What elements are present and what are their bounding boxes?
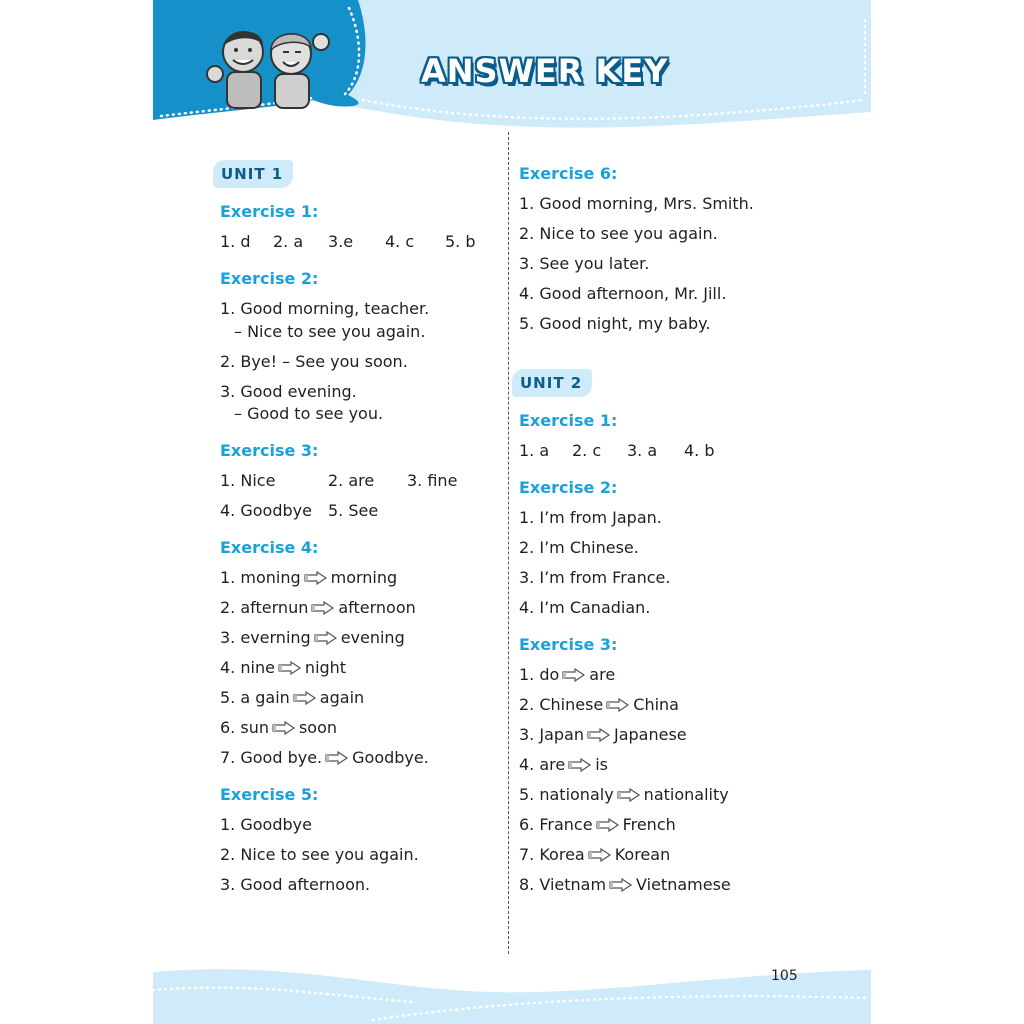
arrow-right-icon — [293, 691, 317, 705]
answer-line: 4. Good afternoon, Mr. Jill. — [519, 284, 727, 303]
answer-line: 2. Bye! – See you soon. — [220, 352, 408, 371]
column-divider — [508, 132, 509, 954]
correct-word: French — [622, 815, 676, 834]
correction-row — [220, 628, 405, 647]
answer-line: 3. Good evening. — [220, 382, 357, 401]
answer-key-page — [153, 0, 871, 1024]
correct-word: Goodbye. — [352, 748, 429, 767]
answer: 3. fine — [407, 471, 458, 490]
correction-row — [220, 598, 416, 617]
correct-word: again — [319, 688, 365, 707]
arrow-right-icon — [304, 571, 328, 585]
answer-line: – Good to see you. — [234, 404, 384, 423]
page-number: 105 — [771, 968, 798, 984]
answer: 4. c — [385, 232, 415, 251]
correct-word: soon — [298, 718, 338, 737]
u1-ex4-title: Exercise 4: — [220, 538, 319, 557]
wrong-word: 7. Korea — [519, 845, 585, 864]
answer-line: 3. I’m from France. — [519, 568, 671, 587]
wrong-word: 2. Chinese — [519, 695, 604, 714]
answer: 2. c — [572, 441, 602, 460]
wrong-word: 6. France — [519, 815, 593, 834]
correction-row — [220, 568, 397, 587]
page-title: ANSWER KEY — [421, 52, 669, 90]
answer: 1. Nice — [220, 471, 276, 490]
wrong-word: 7. Good bye. — [220, 748, 323, 767]
correction-row — [220, 658, 346, 677]
answer: 2. are — [328, 471, 375, 490]
u1-ex3-title: Exercise 3: — [220, 441, 319, 460]
arrow-right-icon — [562, 668, 586, 682]
arrow-right-icon — [609, 878, 633, 892]
correct-word: China — [633, 695, 679, 714]
correction-row — [220, 688, 364, 707]
correction-row — [519, 875, 731, 894]
correct-word: Korean — [614, 845, 671, 864]
arrow-right-icon — [588, 848, 612, 862]
kids-illustration-icon — [205, 22, 335, 110]
correct-word: nationality — [643, 785, 729, 804]
correct-word: Japanese — [613, 725, 687, 744]
correction-row — [220, 718, 337, 737]
answer-line: 3. See you later. — [519, 254, 650, 273]
wrong-word: 3. everning — [220, 628, 311, 647]
unit-2-badge: UNIT 2 — [512, 369, 592, 397]
wrong-word: 4. nine — [220, 658, 275, 677]
correction-row — [519, 845, 670, 864]
answer: 3. a — [627, 441, 658, 460]
wrong-word: 1. do — [519, 665, 560, 684]
wrong-word: 1. moning — [220, 568, 301, 587]
unit-1-badge: UNIT 1 — [213, 160, 293, 188]
arrow-right-icon — [325, 751, 349, 765]
answer-line: 5. Good night, my baby. — [519, 314, 711, 333]
correction-row — [220, 748, 429, 767]
u1-ex1-title: Exercise 1: — [220, 202, 319, 221]
u1-ex2-title: Exercise 2: — [220, 269, 319, 288]
arrow-right-icon — [272, 721, 296, 735]
correct-word: afternoon — [338, 598, 416, 617]
arrow-right-icon — [606, 698, 630, 712]
arrow-right-icon — [314, 631, 338, 645]
arrow-right-icon — [311, 601, 335, 615]
arrow-right-icon — [278, 661, 302, 675]
u1-ex6-title: Exercise 6: — [519, 164, 618, 183]
answer: 1. d — [220, 232, 251, 251]
correction-row — [519, 815, 676, 834]
answer: 3.e — [328, 232, 354, 251]
correct-word: morning — [330, 568, 398, 587]
wrong-word: 5. nationaly — [519, 785, 614, 804]
footer-wave — [153, 962, 871, 1024]
correction-row — [519, 755, 608, 774]
u1-ex5-title: Exercise 5: — [220, 785, 319, 804]
wrong-word: 5. a gain — [220, 688, 290, 707]
wrong-word: 2. afternun — [220, 598, 309, 617]
wrong-word: 6. sun — [220, 718, 269, 737]
correct-word: night — [304, 658, 347, 677]
correct-word: Vietnamese — [636, 875, 731, 894]
answer: 5. b — [445, 232, 476, 251]
answer-line: 1. Goodbye — [220, 815, 312, 834]
answer-line: 2. I’m Chinese. — [519, 538, 639, 557]
u2-ex1-title: Exercise 1: — [519, 411, 618, 430]
arrow-right-icon — [596, 818, 620, 832]
answer: 1. a — [519, 441, 550, 460]
answer: 4. Goodbye — [220, 501, 312, 520]
answer-line: 2. Nice to see you again. — [519, 224, 718, 243]
correction-row — [519, 695, 679, 714]
correct-word: is — [595, 755, 609, 774]
wrong-word: 8. Vietnam — [519, 875, 607, 894]
answer-line: 3. Good afternoon. — [220, 875, 371, 894]
answer-line: – Nice to see you again. — [234, 322, 426, 341]
wrong-word: 3. Japan — [519, 725, 584, 744]
u2-ex3-title: Exercise 3: — [519, 635, 618, 654]
answer: 2. a — [273, 232, 304, 251]
answer: 5. See — [328, 501, 379, 520]
correction-row — [519, 665, 615, 684]
answer-line: 2. Nice to see you again. — [220, 845, 419, 864]
answer-line: 1. Good morning, teacher. — [220, 299, 430, 318]
correct-word: evening — [340, 628, 405, 647]
correct-word: are — [589, 665, 616, 684]
answer-line: 1. Good morning, Mrs. Smith. — [519, 194, 754, 213]
answer-line: 4. I’m Canadian. — [519, 598, 651, 617]
u2-ex2-title: Exercise 2: — [519, 478, 618, 497]
arrow-right-icon — [568, 758, 592, 772]
wrong-word: 4. are — [519, 755, 566, 774]
answer-line: 1. I’m from Japan. — [519, 508, 662, 527]
arrow-right-icon — [587, 728, 611, 742]
arrow-right-icon — [617, 788, 641, 802]
correction-row — [519, 785, 729, 804]
answer: 4. b — [684, 441, 715, 460]
correction-row — [519, 725, 687, 744]
